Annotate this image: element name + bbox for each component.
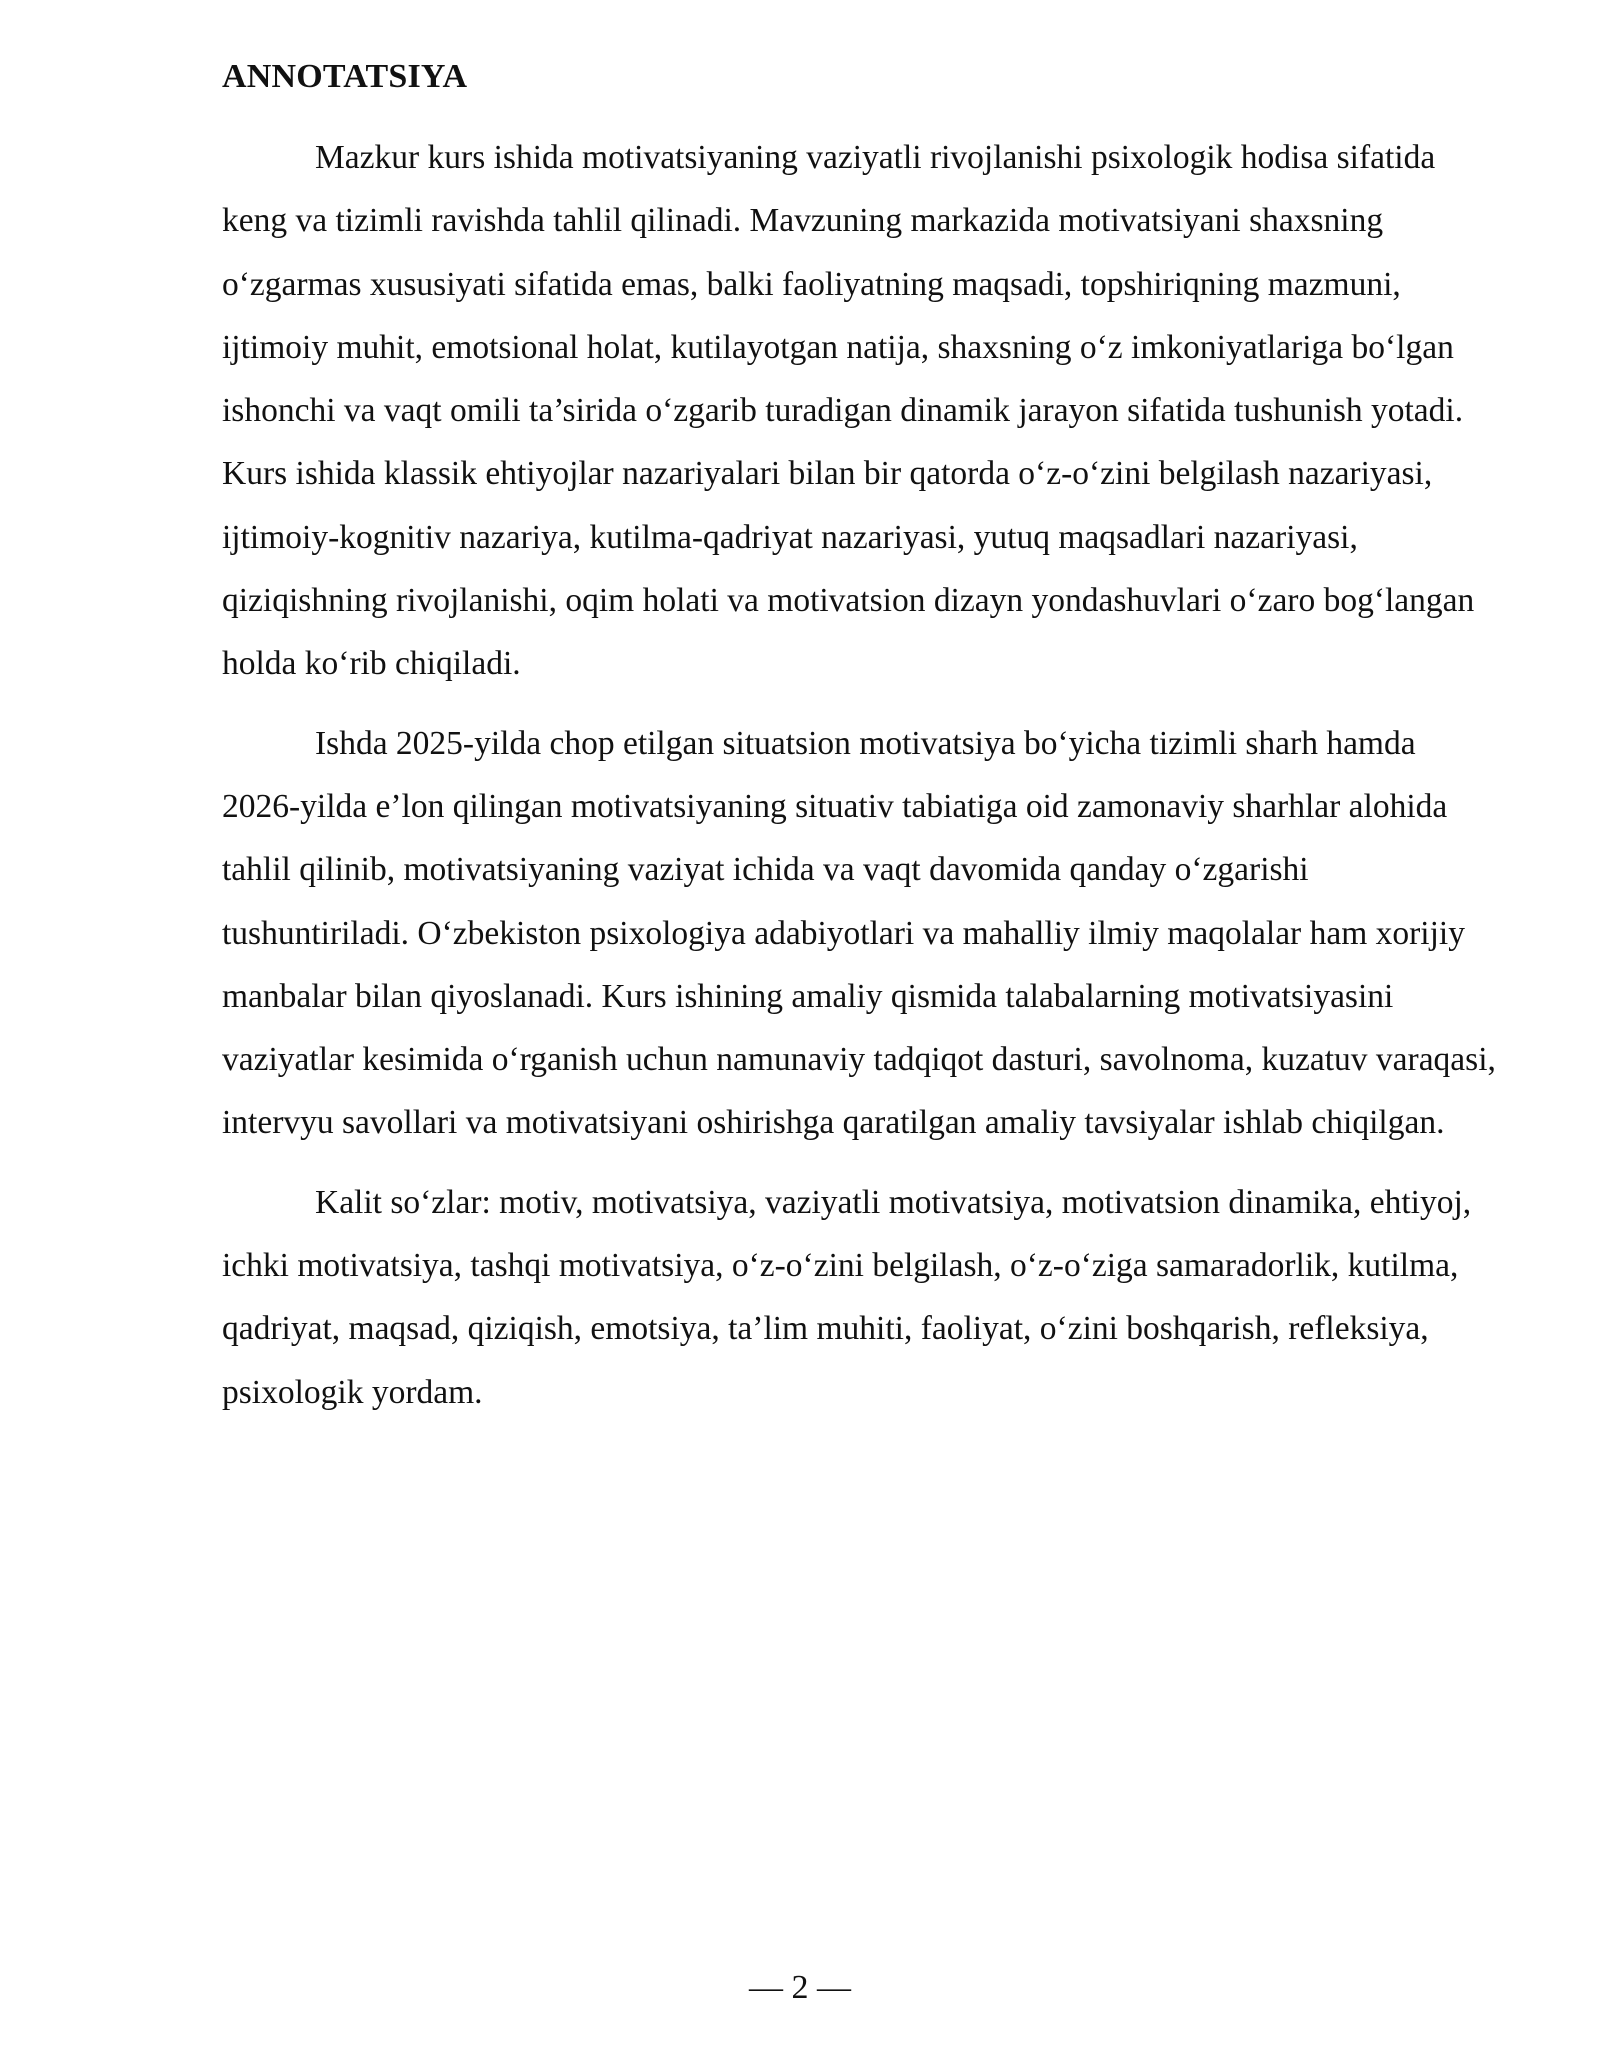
page-number: — 2 —: [749, 1969, 851, 2006]
page-content: [222, 52, 1502, 1440]
keywords-paragraph: Kalit so‘zlar: motiv, motivatsiya, vaziyatli motivatsiya, motivatsion dinamika, ehtiyoj, ichki motivatsiya, tashqi motivatsiya, o‘z-o‘zini belgilash, o‘z-o‘ziga samaradorlik, kutilma, qadriyat, maqsad, qiziqish, emotsiya, ta’lim muhiti, faoliyat, o‘zini boshqarish, refleksiya, psixologik yordam.: [222, 1183, 1472, 1411]
section-heading: ANNOTATSIYA: [222, 58, 468, 95]
abstract-paragraph-2: Ishda 2025-yilda chop etilgan situatsion motivatsiya bo‘yicha tizimli sharh hamda 2026-yilda e’lon qilingan motivatsiyaning situativ tabiatiga oid zamonaviy sharhlar alohida tahlil qilinib, motivatsiyaning vaziyat ichida va vaqt davomida qanday o‘zgarishi tushuntiriladi. O‘zbekiston psixologiya adabiyotlari va mahalliy ilmiy maqolalar ham xorijiy manbalar bilan qiyoslanadi. Kurs ishining amaliy qismida talabalarning motivatsiyasini vaziyatlar kesimida o‘rganish uchun namunaviy tadqiqot dasturi, savolnoma, kuzatuv varaqasi, intervyu savollari va motivatsiyani oshirishga qaratilgan amaliy tavsiyalar ishlab chiqilgan.: [222, 724, 1496, 1142]
abstract-paragraph-1: Mazkur kurs ishida motivatsiyaning vaziyatli rivojlanishi psixologik hodisa sifatida keng va tizimli ravishda tahlil qilinadi. Mavzuning markazida motivatsiyani shaxsning o‘zgarmas xususiyati sifatida emas, balki faoliyatning maqsadi, topshiriqning mazmuni, ijtimoiy muhit, emotsional holat, kutilayotgan natija, shaxsning o‘z imkoniyatlariga bo‘lgan ishonchi va vaqt omili ta’sirida o‘zgarib turadigan dinamik jarayon sifatida tushunish yotadi. Kurs ishida klassik ehtiyojlar nazariyalari bilan bir qatorda o‘z-o‘zini belgilash nazariyasi, ijtimoiy-kognitiv nazariya, kutilma-qadriyat nazariyasi, yutuq maqsadlari nazariyasi, qiziqishning rivojlanishi, oqim holati va motivatsion dizayn yondashuvlari o‘zaro bog‘langan holda ko‘rib chiqiladi.: [222, 139, 1475, 683]
